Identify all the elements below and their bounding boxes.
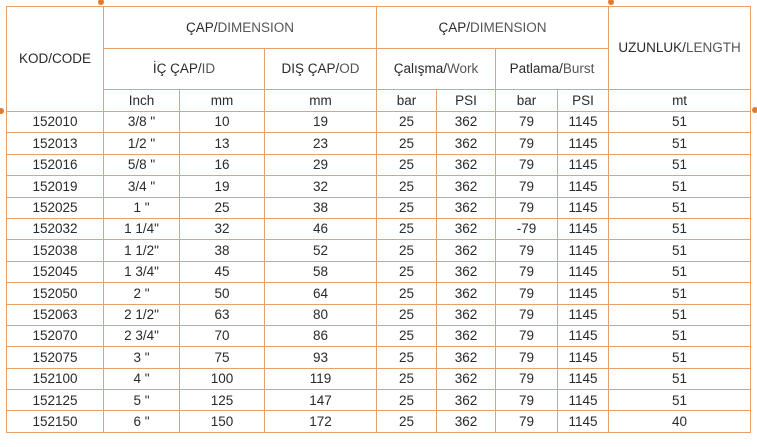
cell-burst-psi: 1145 [558, 133, 609, 154]
cell-burst-psi: 1145 [558, 240, 609, 261]
cell-burst-bar: 79 [496, 347, 558, 368]
cell-length: 51 [609, 197, 751, 218]
cell-code: 152019 [7, 176, 104, 197]
cell-burst-psi: 1145 [558, 154, 609, 175]
cell-od-mm: 32 [265, 176, 377, 197]
cell-work-psi: 362 [437, 133, 496, 154]
cell-od-mm: 23 [265, 133, 377, 154]
cell-inch: 3/4 " [104, 176, 180, 197]
cell-work-psi: 362 [437, 411, 496, 432]
cell-length: 51 [609, 176, 751, 197]
cell-length: 51 [609, 325, 751, 346]
cell-work-bar: 25 [377, 218, 437, 239]
cell-length: 51 [609, 112, 751, 133]
corner-dot-top-right [608, 0, 614, 5]
unit-work-psi: PSI [437, 90, 496, 112]
cell-burst-bar: 79 [496, 176, 558, 197]
cell-work-bar: 25 [377, 347, 437, 368]
unit-burst-psi: PSI [558, 90, 609, 112]
cell-od-mm: 93 [265, 347, 377, 368]
table-row [7, 112, 751, 133]
table-row [7, 304, 751, 325]
cell-id-mm: 150 [180, 411, 265, 432]
header-dimension-1: ÇAP/DIMENSION [104, 7, 377, 49]
cell-burst-psi: 1145 [558, 325, 609, 346]
cell-work-psi: 362 [437, 325, 496, 346]
table-row [7, 368, 751, 389]
table-row [7, 197, 751, 218]
cell-id-mm: 70 [180, 325, 265, 346]
cell-burst-bar: 79 [496, 411, 558, 432]
cell-burst-bar: 79 [496, 240, 558, 261]
cell-inch: 3/8 " [104, 112, 180, 133]
cell-id-mm: 13 [180, 133, 265, 154]
corner-dot-right [752, 107, 757, 113]
table-row [7, 283, 751, 304]
table-row [7, 261, 751, 282]
cell-od-mm: 52 [265, 240, 377, 261]
cell-inch: 2 1/2" [104, 304, 180, 325]
cell-burst-psi: 1145 [558, 176, 609, 197]
corner-dot-top-left [98, 0, 104, 5]
cell-work-psi: 362 [437, 112, 496, 133]
cell-code: 152075 [7, 347, 104, 368]
cell-od-mm: 80 [265, 304, 377, 325]
cell-work-psi: 362 [437, 347, 496, 368]
cell-work-bar: 25 [377, 304, 437, 325]
cell-length: 51 [609, 283, 751, 304]
table-row [7, 347, 751, 368]
cell-inch: 6 " [104, 411, 180, 432]
cell-work-psi: 362 [437, 154, 496, 175]
cell-burst-bar: 79 [496, 197, 558, 218]
cell-work-bar: 25 [377, 390, 437, 411]
cell-work-psi: 362 [437, 240, 496, 261]
corner-dot-left [0, 108, 4, 114]
unit-work-bar: bar [377, 90, 437, 112]
cell-id-mm: 25 [180, 197, 265, 218]
cell-od-mm: 58 [265, 261, 377, 282]
cell-work-bar: 25 [377, 133, 437, 154]
header-work-pressure: Çalışma/Work [377, 49, 496, 90]
cell-code: 152050 [7, 283, 104, 304]
header-burst-pressure: Patlama/Burst [496, 49, 609, 90]
cell-od-mm: 46 [265, 218, 377, 239]
cell-length: 40 [609, 411, 751, 432]
cell-length: 51 [609, 390, 751, 411]
cell-inch: 2 " [104, 283, 180, 304]
cell-burst-bar: 79 [496, 133, 558, 154]
cell-inch: 1 1/4" [104, 218, 180, 239]
cell-burst-psi: 1145 [558, 347, 609, 368]
cell-code: 152013 [7, 133, 104, 154]
cell-id-mm: 75 [180, 347, 265, 368]
cell-burst-bar: 79 [496, 368, 558, 389]
cell-code: 152150 [7, 411, 104, 432]
cell-work-psi: 362 [437, 283, 496, 304]
cell-length: 51 [609, 368, 751, 389]
header-length: UZUNLUK/LENGTH [609, 7, 751, 90]
cell-code: 152038 [7, 240, 104, 261]
cell-id-mm: 50 [180, 283, 265, 304]
table-row [7, 133, 751, 154]
cell-code: 152032 [7, 218, 104, 239]
cell-burst-bar: 79 [496, 325, 558, 346]
cell-inch: 1 " [104, 197, 180, 218]
cell-burst-bar: -79 [496, 218, 558, 239]
cell-inch: 5/8 " [104, 154, 180, 175]
cell-inch: 2 3/4" [104, 325, 180, 346]
cell-length: 51 [609, 240, 751, 261]
unit-od-mm: mm [265, 90, 377, 112]
cell-burst-bar: 79 [496, 261, 558, 282]
table-row [7, 154, 751, 175]
cell-id-mm: 63 [180, 304, 265, 325]
unit-burst-bar: bar [496, 90, 558, 112]
cell-id-mm: 10 [180, 112, 265, 133]
cell-burst-bar: 79 [496, 154, 558, 175]
cell-burst-psi: 1145 [558, 411, 609, 432]
cell-od-mm: 38 [265, 197, 377, 218]
cell-od-mm: 86 [265, 325, 377, 346]
table-row [7, 325, 751, 346]
cell-burst-bar: 79 [496, 390, 558, 411]
unit-inch: Inch [104, 90, 180, 112]
cell-code: 152010 [7, 112, 104, 133]
cell-burst-psi: 1145 [558, 112, 609, 133]
cell-burst-psi: 1145 [558, 261, 609, 282]
cell-od-mm: 172 [265, 411, 377, 432]
cell-length: 51 [609, 133, 751, 154]
cell-burst-psi: 1145 [558, 390, 609, 411]
cell-code: 152063 [7, 304, 104, 325]
cell-burst-psi: 1145 [558, 197, 609, 218]
table-body [7, 112, 751, 433]
header-code: KOD/CODE [7, 7, 104, 112]
cell-burst-psi: 1145 [558, 368, 609, 389]
cell-work-psi: 362 [437, 261, 496, 282]
cell-id-mm: 19 [180, 176, 265, 197]
cell-od-mm: 147 [265, 390, 377, 411]
cell-burst-psi: 1145 [558, 304, 609, 325]
table-row [7, 218, 751, 239]
cell-id-mm: 38 [180, 240, 265, 261]
cell-code: 152100 [7, 368, 104, 389]
cell-code: 152045 [7, 261, 104, 282]
cell-work-psi: 362 [437, 197, 496, 218]
cell-inch: 1 1/2" [104, 240, 180, 261]
cell-length: 51 [609, 261, 751, 282]
cell-work-psi: 362 [437, 368, 496, 389]
table-row [7, 411, 751, 432]
table-row [7, 390, 751, 411]
cell-length: 51 [609, 304, 751, 325]
hose-spec-table [6, 6, 751, 433]
cell-work-bar: 25 [377, 240, 437, 261]
spec-table-frame [6, 6, 750, 441]
cell-code: 152016 [7, 154, 104, 175]
cell-burst-bar: 79 [496, 304, 558, 325]
cell-code: 152025 [7, 197, 104, 218]
cell-id-mm: 16 [180, 154, 265, 175]
cell-inch: 1 3/4" [104, 261, 180, 282]
unit-id-mm: mm [180, 90, 265, 112]
cell-length: 51 [609, 218, 751, 239]
cell-work-psi: 362 [437, 304, 496, 325]
cell-od-mm: 64 [265, 283, 377, 304]
cell-inch: 3 " [104, 347, 180, 368]
header-dimension-2: ÇAP/DIMENSION [377, 7, 609, 49]
cell-work-bar: 25 [377, 368, 437, 389]
cell-work-bar: 25 [377, 283, 437, 304]
cell-code: 152070 [7, 325, 104, 346]
cell-work-psi: 362 [437, 176, 496, 197]
cell-work-bar: 25 [377, 197, 437, 218]
header-inner-diameter: İÇ ÇAP/ID [104, 49, 265, 90]
cell-work-bar: 25 [377, 261, 437, 282]
cell-code: 152125 [7, 390, 104, 411]
cell-od-mm: 29 [265, 154, 377, 175]
cell-od-mm: 19 [265, 112, 377, 133]
cell-work-bar: 25 [377, 411, 437, 432]
cell-od-mm: 119 [265, 368, 377, 389]
cell-inch: 5 " [104, 390, 180, 411]
cell-work-psi: 362 [437, 218, 496, 239]
cell-id-mm: 45 [180, 261, 265, 282]
cell-work-bar: 25 [377, 154, 437, 175]
cell-id-mm: 100 [180, 368, 265, 389]
cell-length: 51 [609, 154, 751, 175]
cell-id-mm: 125 [180, 390, 265, 411]
cell-inch: 1/2 " [104, 133, 180, 154]
header-outer-diameter: DIŞ ÇAP/OD [265, 49, 377, 90]
cell-work-psi: 362 [437, 390, 496, 411]
cell-burst-bar: 79 [496, 283, 558, 304]
cell-burst-psi: 1145 [558, 283, 609, 304]
unit-length-mt: mt [609, 90, 751, 112]
cell-burst-bar: 79 [496, 112, 558, 133]
cell-burst-psi: 1145 [558, 218, 609, 239]
cell-id-mm: 32 [180, 218, 265, 239]
table-row [7, 240, 751, 261]
cell-work-bar: 25 [377, 112, 437, 133]
cell-length: 51 [609, 347, 751, 368]
table-row [7, 176, 751, 197]
cell-work-bar: 25 [377, 325, 437, 346]
cell-work-bar: 25 [377, 176, 437, 197]
cell-inch: 4 " [104, 368, 180, 389]
